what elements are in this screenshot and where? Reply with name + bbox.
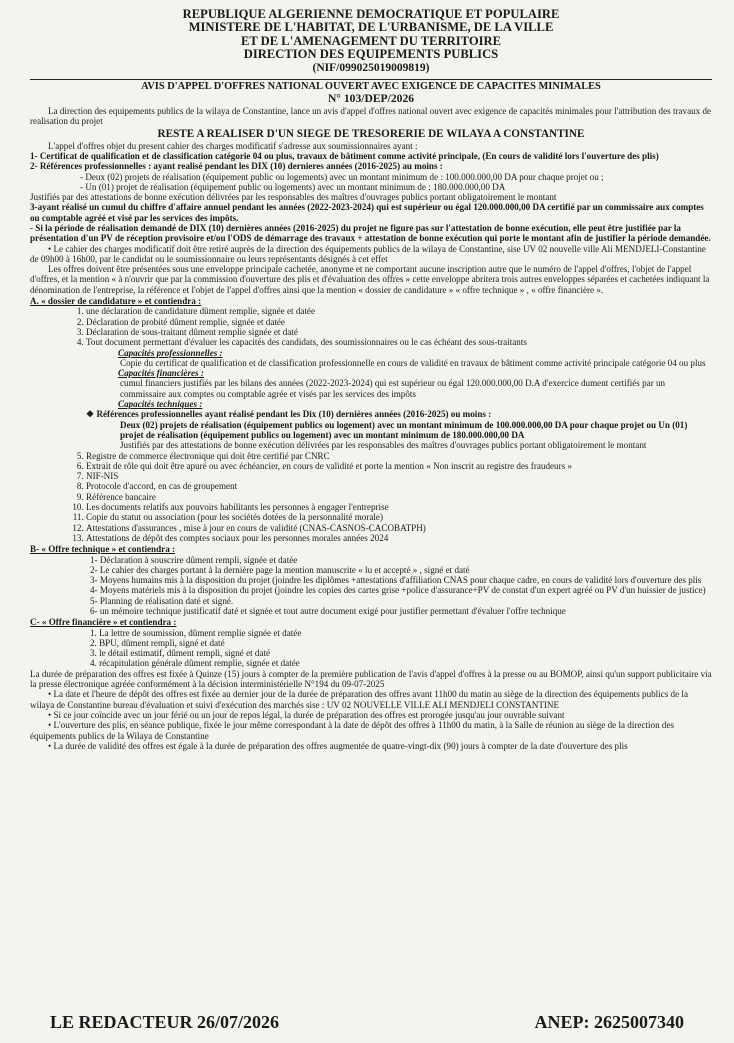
notice-title-block xyxy=(30,79,712,104)
section-b-item-num: 1- xyxy=(90,554,98,565)
section-b-item-text: un mémoire technique justificatif daté et signée et tout autre document exigé pour justifier permettant d'évaluer l'offre technique xyxy=(99,605,566,616)
notice-number: N° 103/DEP/2026 xyxy=(327,91,415,105)
section-a-item: 5. Registre de commerce électronique qui doit être certifié par CNRC xyxy=(86,451,712,461)
closing-deposit-text: La date et l'heure de dépôt des offres est fixée au dernier jour de la durée de préparation des offres avant 11h00 du matin au siège de la direction des équipements publics de la wilaya de Constantine bureau d'évaluation et suivi d'exécution des marchés sise : UV 02 NOUVELLE VILLE ALI MENDJELI CONSTANTINE xyxy=(30,689,688,710)
section-a-item: 9. Référence bancaire xyxy=(86,492,712,502)
section-c-title: C- « Offre financière » et contiendra : xyxy=(30,617,177,628)
section-a-item: 8. Protocole d'accord, en cas de groupement xyxy=(86,481,712,491)
section-a-item: 10. Les documents relatifs aux pouvoirs habilitants les personnes à engager l'entreprise xyxy=(86,502,712,512)
section-c-item: 1. La lettre de soumission, dûment remplie signée et datée xyxy=(90,627,302,638)
header-ministry-cont: ET DE L'AMENAGEMENT DU TERRITOIRE xyxy=(240,33,502,48)
eligibility-ref-two-projects-text: Deux (02) projets de réalisation (équipement public ou logements) avec un montant minimum de : 100.000.000,00 DA pour chaque projet ou ; xyxy=(85,171,604,182)
section-b-item-num: 5- xyxy=(90,595,98,606)
submission-paragraph: Les offres doivent être présentées sous une enveloppe principale cachetée, anonyme et ne comportant aucune inscription autre que le numéro de l'appel d'offres, l'objet de l'appel d'offres, et la mention « à n'ouvrir que par la commission d'ouverture des plis et d'évaluation des offres » cette enveloppe abritera trois autres enveloppes séparées et cachetées indiquant la dénomination de l'entreprise, la référence et l'objet de l'appel d'offres ainsi que la mention « dossier de candidature » « offre technique » , « offre financière ». xyxy=(30,264,710,295)
withdrawal-paragraph: • Le cahier des charges modificatif doit être retiré auprès de la direction des équipements publics de la wilaya de Constantine, sise UV 02 nouvelle ville Ali MENDJELI-Constantine de 09h00 à 16h00, par le candidat ou le soumissionnaire ou leurs représentants désignés à cet effet xyxy=(30,243,706,264)
section-b-item-text: Déclaration à souscrire dûment rempli, signée et datée xyxy=(99,554,298,565)
closing-validity-text: La durée de validité des offres est égale à la durée de préparation des offres augmentée de quatre-vingt-dix (90) jours à compter de la date d'ouverture des plis xyxy=(53,740,628,751)
section-b-item-text: Moyens humains mis à la disposition du projet (joindre les diplômes +attestations d'affiliation CNAS pour chaque cadre, en cours de validité lors d'ouverture des plis xyxy=(99,575,702,586)
section-b-item-num: 6- xyxy=(90,605,98,616)
cap-tech-references-text: Références professionnelles ayant réalisé pendant les Dix (10) dernières années (2016-2025) ou moins : xyxy=(96,409,492,420)
header-ministry: MINISTERE DE L'HABITAT, DE L'URBANISME, DE LA VILLE xyxy=(188,20,554,35)
eligibility-justification: Justifiés par des attestations de bonne exécution délivrées par les responsables des maîtres d'ouvrages publics portant obligatoirement le montant xyxy=(30,192,557,203)
section-b-list xyxy=(30,555,712,617)
section-a-list xyxy=(30,306,712,347)
section-b-item-text: Le cahier des charges portant à la dernière page la mention manuscrite « lu et accepté » , signé et daté xyxy=(99,564,470,575)
withdrawal-text: Le cahier des charges modificatif doit être retiré auprès de la direction des équipements publics de la wilaya de Constantine, sise UV 02 nouvelle ville Ali MENDJELI-Constantine de 09h00 à 16h00, par le candidat ou le soumissionnaire ou leurs représentants désignés à cet effet xyxy=(30,243,706,264)
footer-redacteur: LE REDACTEUR 26/07/2026 xyxy=(50,1012,280,1032)
closing-opening-text: L'ouverture des plis, en séance publique, fixée le jour même correspondant à la date de dépôt des offres à 11h00 du matin, à la Salle de réunion au siège de la direction des équipements publics de la Wilaya de Constantine xyxy=(30,720,675,741)
closing-deposit: • La date et l'heure de dépôt des offres est fixée au dernier jour de la durée de préparation des offres avant 11h00 du matin au siège de la direction des équipements publics de la wilaya de Constantine bureau d'évaluation et suivi d'exécution des marchés sise : UV 02 NOUVELLE VILLE ALI MENDJELI CONSTANTINE xyxy=(30,689,688,710)
cap-pro-text: Copie du certificat de qualification et de classification professionnelle en cours de validité en travaux de bâtiment comme activité principale catégorie 04 ou plus xyxy=(120,357,706,368)
document-header xyxy=(30,8,712,75)
eligibility-certificate: 1- Certificat de qualification et de classification catégorie 04 ou plus, travaux de bâtiment comme activité principale, (En cours de validité lors l'ouverture des plis) xyxy=(30,150,659,161)
section-c-list xyxy=(30,628,712,669)
eligibility-references: 2- Références professionnelles : ayant realisé pendant les DIX (10) dernieres années (2016-2025) au moins : xyxy=(30,161,443,172)
section-b-item-text: Planning de réalisation daté et signé. xyxy=(99,595,234,606)
document-body xyxy=(30,106,712,751)
section-b-item-text: Moyens matériels mis à la disposition du projet (joindre les copies des cartes grise +police d'assurance+PV de constat d'un expert agréé ou PV d'un huissier de justice) xyxy=(99,585,706,596)
document-footer xyxy=(50,1012,684,1033)
section-c-item: 3. le détail estimatif, dûment rempli, signé et daté xyxy=(90,648,271,659)
intro-paragraph: La direction des equipements publics de la wilaya de Constantine, lance un avis d'appel d'offres national ouvert avec exigence de capacités minimales pour l'attribution des travaux de realisation du projet xyxy=(30,106,712,127)
eligibility-lead: L'appel d'offres objet du present cahier des charges modificatif s'adresse aux soumissionnaires ayant : xyxy=(48,140,418,151)
section-b-title: B- « Offre technique » et contiendra : xyxy=(30,544,176,555)
project-title: RESTE A REALISER D'UN SIEGE DE TRESORERIE DE WILAYA A CONSTANTINE xyxy=(157,127,585,140)
header-republic: REPUBLIQUE ALGERIENNE DEMOCRATIQUE ET POPULAIRE xyxy=(182,7,560,21)
closing-validity: • La durée de validité des offres est égale à la durée de préparation des offres augmentée de quatre-vingt-dix (90) jours à compter de la date d'ouverture des plis xyxy=(48,740,628,751)
cap-tech-text: Deux (02) projets de réalisation (équipement publics ou logement) avec un montant minimum de 100.000.000,00 DA pour chaque projet ou Un (01) projet de réalisation (équipement publics ou logement) avec un montant minimum de 180.000.000,00 DA xyxy=(120,419,688,440)
notice-title: AVIS D'APPEL D'OFFRES NATIONAL OUVERT AVEC EXIGENCE DE CAPACITES MINIMALES xyxy=(141,81,601,93)
section-c-item: 4. récapitulation générale dûment remplie, signée et datée xyxy=(90,658,300,669)
section-a-item: 2. Déclaration de probité dûment remplie, signée et datée xyxy=(86,317,712,327)
section-b-item xyxy=(90,606,712,616)
section-a-item: 13. Attestations de dépôt des comptes sociaux pour les personnes morales années 2024 xyxy=(86,533,712,543)
cap-fin-text: cumul financiers justifiés par les bilans des années (2022-2023-2024) qui est supérieur ou égal 120.000.000,00 D.A d'exercice dument certifiés par un commissaire aux comptes ou comptable agrée et visés par les services des impôts xyxy=(120,378,666,399)
cap-fin-title: Capacités financières : xyxy=(118,368,204,379)
eligibility-turnover: 3-ayant réalisé un cumul du chiffre d'affaire annuel pendant les années (2022-2023-2024) qui est supérieur ou égal 120.000.000,00 DA certifié par un commissaire aux comptes ou comptable agréé et visé par les services des impôts. xyxy=(30,202,704,223)
section-a-item: 1. une déclaration de candidature dûment remplie, signée et datée xyxy=(86,306,712,316)
section-a-item: 3. Déclaration de sous-traitant dûment remplie signée et daté xyxy=(86,327,712,337)
section-a-item: 6. Extrait de rôle qui doit être apuré ou avec échéancier, en cours de validité et porte la mention « Non inscrit au registre des fraudeurs » xyxy=(86,461,712,471)
section-a-item: 11. Copie du statut ou association (pour les sociétés dotées de la personnalité morale) xyxy=(86,512,712,522)
eligibility-ref-one-project-text: Un (01) projet de réalisation (équipement public ou logements) avec un montant minimum de : 180.000.000,00 DA xyxy=(85,181,506,192)
section-a-item: 4. Tout document permettant d'évaluer les capacités des candidats, des soumissionnaires ou le cas échéant des sous-traitants xyxy=(86,337,712,347)
section-b-item xyxy=(90,585,712,595)
section-b-item xyxy=(90,555,712,565)
section-a-item: 7. NIF-NIS xyxy=(86,471,712,481)
section-c-item: 2. BPU, dûment rempli, signé et daté xyxy=(90,637,225,648)
section-b-item-num: 3- xyxy=(90,575,98,586)
section-b-item xyxy=(90,565,712,575)
cap-tech-note: Justifiés par des attestations de bonne exécution délivrées par les responsables des maîtres d'ouvrages publics portant obligatoirement le montant xyxy=(120,440,647,451)
section-b-item xyxy=(90,575,712,585)
eligibility-ref-one-project: - Un (01) projet de réalisation (équipement public ou logements) avec un montant minimum de : 180.000.000,00 DA xyxy=(80,181,506,192)
cap-pro-title: Capacités professionnelles : xyxy=(118,347,223,358)
cap-tech-references: ❖ Références professionnelles ayant réalisé pendant les Dix (10) dernières années (2016-2025) ou moins : xyxy=(86,409,492,420)
eligibility-period-note: - Si la période de réalisation demandé de DIX (10) dernières années (2016-2025) du projet ne figure pas sur l'attestation de bonne exécution, elle peut être justifiée par la présentation d'un PV de réception provisoire et/ou l'ODS de démarrage des travaux + attestation de bonne exécution qui porte le montant afin de justifier la période demandée. xyxy=(30,223,711,244)
closing-holiday-text: Si ce jour coïncide avec un jour férié ou un jour de repos légal, la durée de préparation des offres est prorogée jusqu'au jour ouvrable suivant xyxy=(53,709,565,720)
section-b-item-num: 4- xyxy=(90,585,98,596)
cap-tech-title: Capacités techniques : xyxy=(118,399,203,410)
section-b-item xyxy=(90,596,712,606)
header-direction: DIRECTION DES EQUIPEMENTS PUBLICS xyxy=(243,47,499,62)
footer-anep: ANEP: 2625007340 xyxy=(534,1012,684,1032)
header-nif: (NIF/099025019009819) xyxy=(312,61,430,74)
closing-opening: • L'ouverture des plis, en séance publique, fixée le jour même correspondant à la date de dépôt des offres à 11h00 du matin, à la Salle de réunion au siège de la direction des équipements publics de la Wilaya de Constantine xyxy=(30,720,675,741)
section-a-item: 12. Attestations d'assurances , mise à jour en cours de validité (CNAS-CASNOS-CACOBATPH) xyxy=(86,523,712,533)
eligibility-ref-two-projects: - Deux (02) projets de réalisation (équipement public ou logements) avec un montant minimum de : 100.000.000,00 DA pour chaque projet ou ; xyxy=(80,171,604,182)
section-b-item-num: 2- xyxy=(90,564,98,575)
section-a-title: A. « dossier de candidature » et contiendra : xyxy=(30,296,202,307)
closing-duration: La durée de préparation des offres est fixée à Quinze (15) jours à compter de la première publication de l'avis d'appel d'offres à la presse ou au BOMOP, ainsi qu'un support publicitaire via la presse électronique agréée conformément à la décision interministérielle N°194 du 09-07-2025 xyxy=(30,668,712,690)
closing-holiday: • Si ce jour coïncide avec un jour férié ou un jour de repos légal, la durée de préparation des offres est prorogée jusqu'au jour ouvrable suivant xyxy=(48,709,565,720)
section-a-list-2 xyxy=(30,451,712,544)
